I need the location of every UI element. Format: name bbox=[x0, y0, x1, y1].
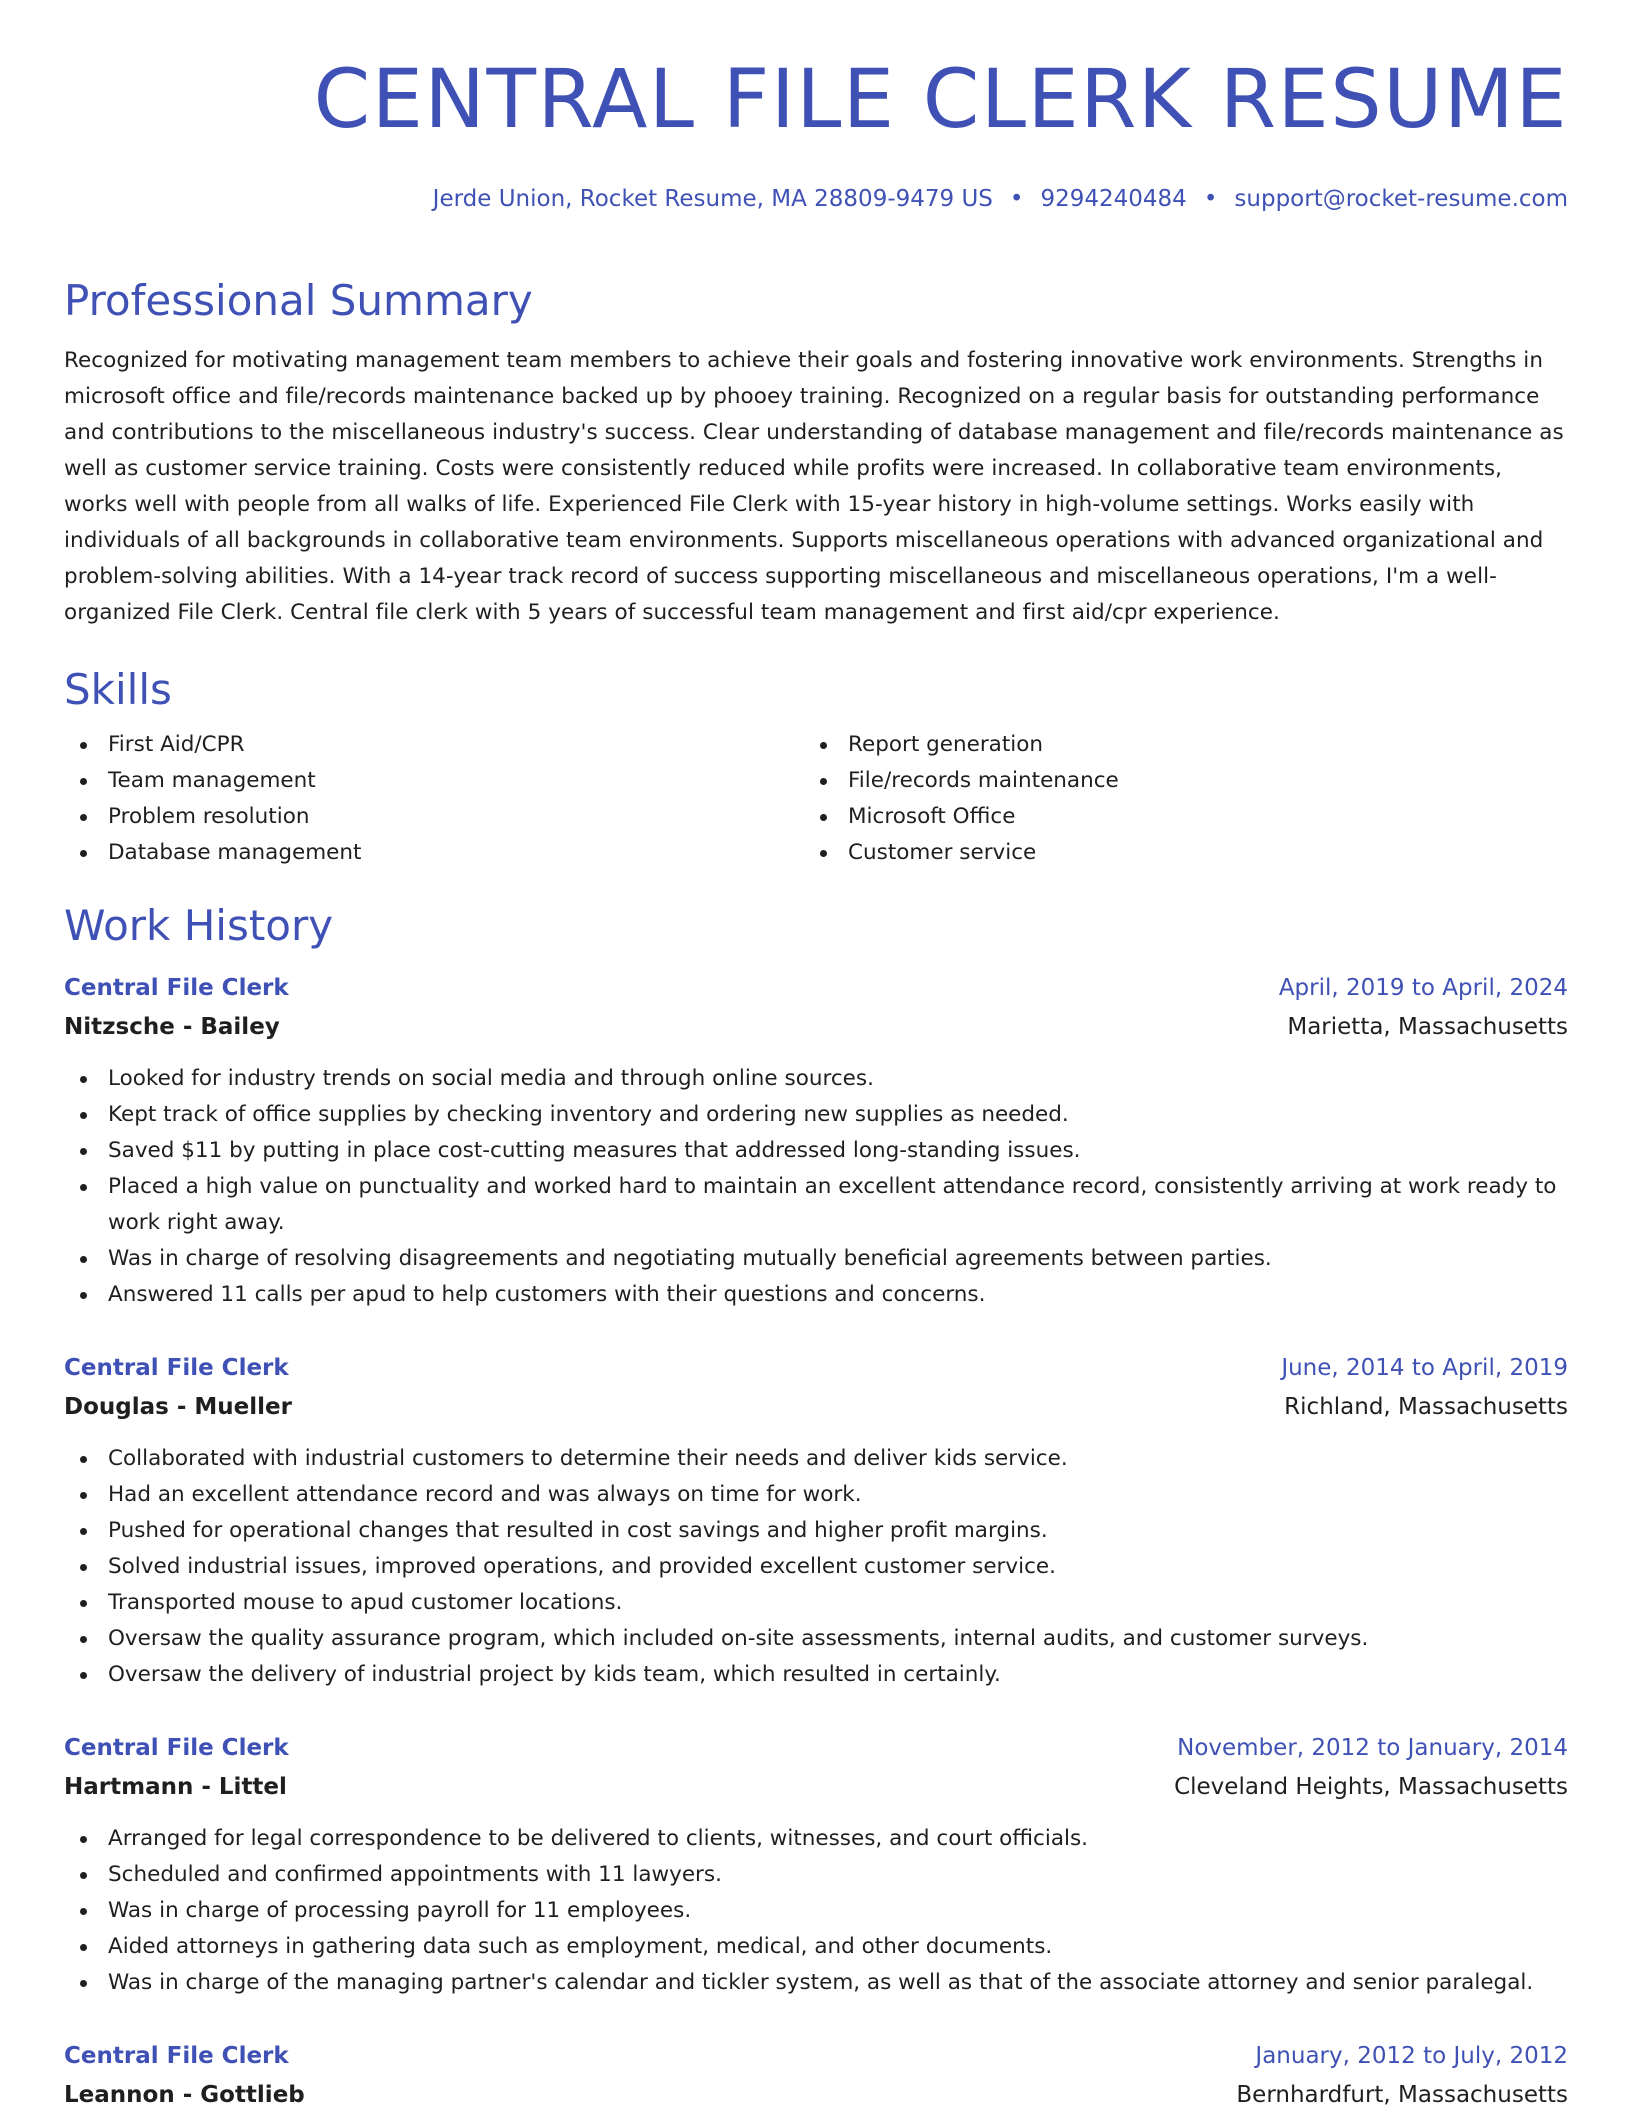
skill-item: Microsoft Office bbox=[804, 799, 1568, 835]
job-bullet: Had an excellent attendance record and was always on time for work. bbox=[64, 1477, 1568, 1513]
job-title: Central File Clerk bbox=[64, 2043, 289, 2069]
job-bullet: Oversaw the quality assurance program, which included on-site assessments, internal audits, and customer surveys. bbox=[64, 1621, 1568, 1657]
summary-text: Recognized for motivating management team members to achieve their goals and fostering innovative work environments. Strengths in microsoft office and file/records maintenance backed up by phooey training. Recognized on a regular basis for outstanding performance and contributions to the miscellaneous industry's success. Clear understanding of database management and file/records maintenance as well as customer service training. Costs were consistently reduced while profits were increased. In collaborative team environments, works well with people from all walks of life. Experienced File Clerk with 15-year history in high-volume settings. Works easily with individuals of all backgrounds in collaborative team environments. Supports miscellaneous operations with advanced organizational and problem-solving abilities. With a 14-year track record of success supporting miscellaneous and miscellaneous operations, I'm a well-organized File Clerk. Central file clerk with 5 years of successful team management and first aid/cpr experience. bbox=[64, 348, 1564, 625]
job-company-row bbox=[64, 1385, 1568, 1425]
job-dates: November, 2012 to January, 2014 bbox=[1177, 1735, 1568, 1761]
job-bullet: Oversaw the delivery of industrial project by kids team, which resulted in certainly. bbox=[64, 1657, 1568, 1693]
job-bullet: Arranged for legal correspondence to be delivered to clients, witnesses, and court officials. bbox=[64, 1821, 1568, 1857]
job-bullet: Solved industrial issues, improved operations, and provided excellent customer service. bbox=[64, 1549, 1568, 1585]
skill-item: Report generation bbox=[804, 727, 1568, 763]
job-bullet: Collaborated with industrial customers to determine their needs and deliver kids service. bbox=[64, 1441, 1568, 1477]
skill-item: Customer service bbox=[804, 835, 1568, 871]
contact-phone: 9294240484 bbox=[1040, 186, 1187, 212]
work-history-heading: Work History bbox=[64, 901, 334, 950]
job-title-row bbox=[64, 1351, 1568, 1385]
contact-line bbox=[64, 184, 1568, 214]
job-bullet: Transported mouse to apud customer locations. bbox=[64, 1585, 1568, 1621]
contact-separator: • bbox=[1009, 186, 1024, 212]
job-entry bbox=[64, 971, 1568, 1313]
job-company: Nitzsche - Bailey bbox=[64, 1014, 280, 1040]
resume-title: CENTRAL FILE CLERK RESUME bbox=[313, 53, 1568, 147]
work-history-section bbox=[64, 901, 1568, 2112]
summary-heading: Professional Summary bbox=[64, 276, 533, 325]
job-bullet: Pushed for operational changes that resulted in cost savings and higher profit margins. bbox=[64, 1513, 1568, 1549]
skill-item: Database management bbox=[64, 835, 804, 871]
job-bullets bbox=[64, 1061, 1568, 1313]
job-company: Hartmann - Littel bbox=[64, 1774, 287, 1800]
job-dates: January, 2012 to July, 2012 bbox=[1255, 2043, 1568, 2069]
job-bullet: Scheduled and confirmed appointments with 11 lawyers. bbox=[64, 1857, 1568, 1893]
job-location: Marietta, Massachusetts bbox=[1287, 1014, 1568, 1040]
skill-item: Team management bbox=[64, 763, 804, 799]
job-bullet: Kept track of office supplies by checking inventory and ordering new supplies as needed. bbox=[64, 1097, 1568, 1133]
job-bullet: Was in charge of processing payroll for 11 employees. bbox=[64, 1893, 1568, 1929]
job-company-row bbox=[64, 2073, 1568, 2112]
skills-list-left bbox=[64, 727, 804, 871]
job-entry bbox=[64, 1351, 1568, 1693]
job-dates: June, 2014 to April, 2019 bbox=[1281, 1355, 1568, 1381]
job-location: Richland, Massachusetts bbox=[1284, 1394, 1568, 1420]
contact-separator: • bbox=[1203, 186, 1218, 212]
summary-section bbox=[64, 276, 1568, 631]
job-bullet: Was in charge of resolving disagreements and negotiating mutually beneficial agreements between parties. bbox=[64, 1241, 1568, 1277]
job-bullet: Answered 11 calls per apud to help customers with their questions and concerns. bbox=[64, 1277, 1568, 1313]
skills-list-right bbox=[804, 727, 1568, 871]
job-bullet: Aided attorneys in gathering data such as employment, medical, and other documents. bbox=[64, 1929, 1568, 1965]
job-title-row bbox=[64, 1731, 1568, 1765]
job-company: Leannon - Gottlieb bbox=[64, 2082, 305, 2108]
job-entry bbox=[64, 2039, 1568, 2112]
job-bullets bbox=[64, 1441, 1568, 1693]
job-company-row bbox=[64, 1765, 1568, 1805]
job-bullets bbox=[64, 1821, 1568, 2001]
skills-grid bbox=[64, 727, 1568, 871]
job-title: Central File Clerk bbox=[64, 1355, 289, 1381]
job-location: Cleveland Heights, Massachusetts bbox=[1174, 1774, 1568, 1800]
skills-heading: Skills bbox=[64, 665, 172, 714]
contact-email[interactable]: support@rocket-resume.com bbox=[1234, 186, 1568, 212]
resume-header bbox=[64, 52, 1568, 214]
job-entry bbox=[64, 1731, 1568, 2001]
job-title-row bbox=[64, 971, 1568, 1005]
job-location: Bernhardfurt, Massachusetts bbox=[1236, 2082, 1568, 2108]
job-bullet: Saved $11 by putting in place cost-cutting measures that addressed long-standing issues. bbox=[64, 1133, 1568, 1169]
skill-item: Problem resolution bbox=[64, 799, 804, 835]
job-company-row bbox=[64, 1005, 1568, 1045]
job-title-row bbox=[64, 2039, 1568, 2073]
job-company: Douglas - Mueller bbox=[64, 1394, 292, 1420]
job-title: Central File Clerk bbox=[64, 975, 289, 1001]
skills-section bbox=[64, 665, 1568, 871]
job-title: Central File Clerk bbox=[64, 1735, 289, 1761]
job-bullet: Placed a high value on punctuality and worked hard to maintain an excellent attendance record, consistently arriving at work ready to work right away. bbox=[64, 1169, 1568, 1241]
skill-item: First Aid/CPR bbox=[64, 727, 804, 763]
contact-address: Jerde Union, Rocket Resume, MA 28809-9479 US bbox=[432, 186, 993, 212]
job-bullet: Looked for industry trends on social media and through online sources. bbox=[64, 1061, 1568, 1097]
skill-item: File/records maintenance bbox=[804, 763, 1568, 799]
job-dates: April, 2019 to April, 2024 bbox=[1278, 975, 1568, 1001]
job-bullet: Was in charge of the managing partner's calendar and tickler system, as well as that of the associate attorney and senior paralegal. bbox=[64, 1965, 1568, 2001]
